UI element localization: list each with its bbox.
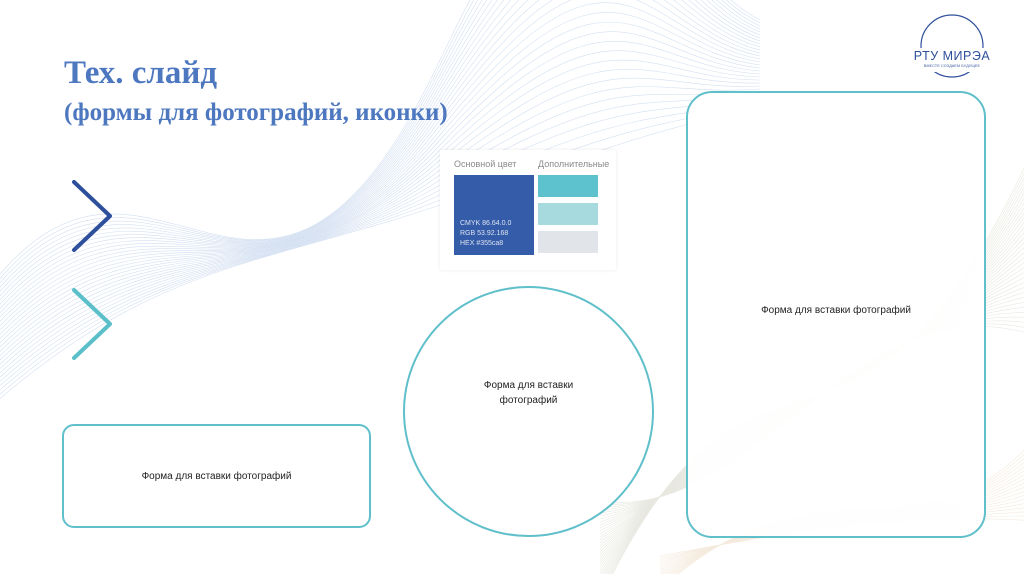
background-wave-line: [0, 0, 760, 316]
background-wave-line: [0, 104, 760, 412]
logo-tagline: ВМЕСТЕ СОЗДАЕМ БУДУЩЕЕ: [923, 64, 981, 68]
slide-title: [64, 55, 448, 128]
secondary-color-label: Дополнительные: [538, 159, 610, 169]
title-line-2: (формы для фотографий, иконки): [64, 98, 448, 126]
title-line-1: Тех. слайд: [64, 55, 218, 91]
secondary-color-swatch-1: [538, 175, 598, 197]
cmyk-value: CMYK 86.64.0.0: [460, 220, 512, 227]
rgb-value: RGB 53.92.168: [460, 230, 509, 237]
secondary-color-swatch-3: [538, 231, 598, 253]
photo-placeholder-circle-label: Форма для вставки фотографий: [483, 379, 574, 406]
chevron-right-dark-icon: [68, 178, 116, 254]
secondary-color-swatch-2: [538, 203, 598, 225]
photo-placeholder-rect[interactable]: [62, 424, 371, 528]
background-wave-line: [0, 0, 760, 308]
brand-color-palette: [440, 150, 616, 270]
photo-placeholder-tall-label: Форма для вставки фотографий: [761, 305, 911, 316]
photo-placeholder-circle[interactable]: [403, 286, 654, 537]
background-wave-line: [0, 0, 760, 324]
chevron-right-teal-icon: [68, 286, 116, 362]
photo-placeholder-tall[interactable]: [686, 91, 986, 538]
background-wave-line: [0, 0, 760, 312]
photo-placeholder-rect-label: Форма для вставки фотографий: [141, 470, 292, 482]
background-wave-line: [0, 0, 760, 320]
primary-color-swatch: [454, 175, 534, 255]
logo-name: РТУ МИРЭА: [913, 49, 991, 63]
background-wave-line: [0, 0, 760, 300]
university-logo: [906, 12, 998, 80]
hex-value: HEX #355ca8: [460, 240, 504, 247]
primary-color-label: Основной цвет: [454, 159, 517, 169]
primary-color-codes: [460, 219, 511, 249]
